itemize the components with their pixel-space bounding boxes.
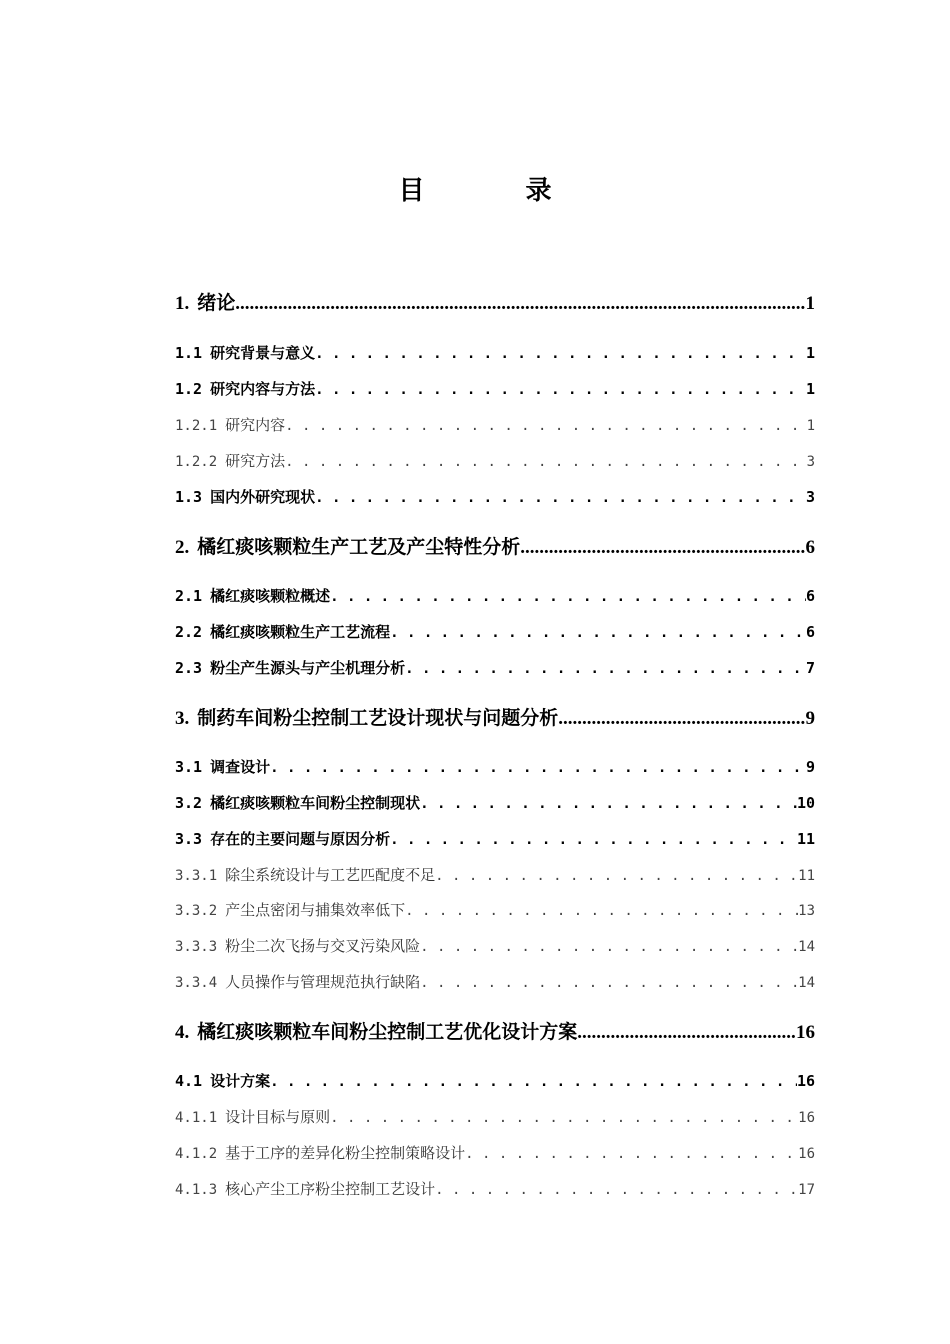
toc-number: 3.3 [175, 830, 203, 848]
toc-title: 调查设计 [210, 758, 271, 776]
toc-title: 研究内容 [225, 416, 286, 434]
toc-entry-1-2-1[interactable] [175, 414, 815, 435]
toc-entry-3-3-2[interactable] [175, 899, 815, 920]
toc-page: 3 [805, 488, 815, 506]
toc-leader [405, 660, 806, 678]
page-title: 目 录 [398, 176, 598, 206]
toc-number: 1.2.2 [175, 454, 218, 470]
toc-entry-3-3[interactable] [175, 828, 815, 849]
toc-page: 11 [798, 868, 815, 884]
toc-leader [558, 708, 805, 730]
toc-entry-1-2[interactable] [175, 378, 815, 399]
toc-title: 产尘点密闭与捕集效率低下 [225, 901, 406, 919]
toc-title: 除尘系统设计与工艺匹配度不足 [225, 866, 436, 884]
toc-entry-4[interactable] [175, 1017, 815, 1044]
toc-leader [420, 975, 798, 992]
toc-entry-3-3-4[interactable] [175, 971, 815, 992]
toc-page: 7 [805, 659, 815, 677]
toc-number: 1.2.1 [175, 418, 218, 434]
toc-entry-3-1[interactable] [175, 756, 815, 777]
toc-leader [390, 831, 797, 849]
toc-page: 14 [798, 939, 815, 955]
toc-number: 3.3.1 [175, 868, 218, 884]
toc-title: 制药车间粉尘控制工艺设计现状与问题分析 [197, 707, 559, 729]
toc-page: 14 [798, 975, 815, 991]
toc-title: 存在的主要问题与原因分析 [210, 830, 391, 848]
toc-entry-2-3[interactable] [175, 657, 815, 678]
toc-title: 粉尘二次飞扬与交叉污染风险 [225, 937, 421, 955]
toc-page: 9 [805, 758, 815, 776]
toc-page: 6 [805, 623, 815, 641]
toc-number: 2. [175, 537, 190, 558]
toc-page: 1 [806, 418, 815, 434]
toc-page: 6 [805, 537, 815, 558]
toc-number: 4.1.2 [175, 1146, 218, 1162]
toc-number: 2.1 [175, 587, 203, 605]
toc-page: 1 [805, 293, 815, 314]
toc-title: 粉尘产生源头与产尘机理分析 [210, 659, 406, 677]
toc-number: 3.3.2 [175, 903, 218, 919]
toc-number: 3.2 [175, 794, 203, 812]
toc-leader [270, 1073, 797, 1091]
toc-leader [390, 624, 806, 642]
toc-entry-3-2[interactable] [175, 792, 815, 813]
toc-entry-2-1[interactable] [175, 585, 815, 606]
toc-entry-3-3-3[interactable] [175, 935, 815, 956]
toc-title: 设计方案 [210, 1072, 271, 1090]
toc-entry-3-3-1[interactable] [175, 864, 815, 885]
toc-entry-1-2-2[interactable] [175, 450, 815, 471]
toc-leader [420, 939, 798, 956]
toc-page: 16 [798, 1146, 815, 1162]
toc-number: 1.3 [175, 488, 203, 506]
toc-number: 3. [175, 708, 190, 729]
toc-page: 1 [805, 380, 815, 398]
toc-number: 1. [175, 293, 190, 314]
toc-number: 4.1 [175, 1072, 203, 1090]
toc-leader [285, 454, 806, 471]
toc-title: 基于工序的差异化粉尘控制策略设计 [225, 1144, 466, 1162]
toc-entry-1-1[interactable] [175, 342, 815, 363]
toc-entry-2[interactable] [175, 532, 815, 559]
toc-title: 国内外研究现状 [210, 488, 316, 506]
toc-number: 4. [175, 1022, 190, 1043]
toc-leader [520, 537, 805, 559]
toc-page: 16 [796, 1022, 815, 1043]
toc-leader [330, 1110, 798, 1127]
toc-title: 人员操作与管理规范执行缺陷 [225, 973, 421, 991]
toc-number: 4.1.1 [175, 1110, 218, 1126]
toc-number: 2.2 [175, 623, 203, 641]
toc-leader [420, 795, 797, 813]
toc-title: 研究背景与意义 [210, 344, 316, 362]
toc-title: 设计目标与原则 [225, 1108, 331, 1126]
toc-title: 绪论 [197, 292, 236, 314]
toc-title: 橘红痰咳颗粒车间粉尘控制工艺优化设计方案 [197, 1021, 578, 1043]
toc-page: 16 [798, 1110, 815, 1126]
toc-page: 3 [806, 454, 815, 470]
toc-entry-2-2[interactable] [175, 621, 815, 642]
toc-leader [465, 1146, 798, 1163]
toc-leader [315, 345, 806, 363]
toc-page: 13 [798, 903, 815, 919]
toc-number: 1.1 [175, 344, 203, 362]
toc-leader [405, 903, 798, 920]
toc-entry-1[interactable] [175, 288, 815, 315]
toc-leader [315, 381, 806, 399]
toc-title: 橘红痰咳颗粒生产工艺及产尘特性分析 [197, 536, 521, 558]
toc-leader [270, 759, 806, 777]
toc-leader [435, 868, 798, 885]
toc-entry-1-3[interactable] [175, 486, 815, 507]
toc-page: 17 [798, 1182, 815, 1198]
toc-entry-4-1-2[interactable] [175, 1142, 815, 1163]
toc-title: 橘红痰咳颗粒概述 [210, 587, 331, 605]
toc-number: 3.3.4 [175, 975, 218, 991]
toc-leader [315, 489, 806, 507]
toc-entry-3[interactable] [175, 703, 815, 730]
toc-page: 6 [805, 587, 815, 605]
toc-leader [285, 418, 806, 435]
toc-entry-4-1[interactable] [175, 1070, 815, 1091]
toc-title: 核心产尘工序粉尘控制工艺设计 [225, 1180, 436, 1198]
toc-leader [435, 1182, 798, 1199]
toc-title: 橘红痰咳颗粒车间粉尘控制现状 [210, 794, 421, 812]
toc-page: 10 [796, 794, 815, 812]
toc-entry-4-1-3[interactable] [175, 1178, 815, 1199]
toc-leader [577, 1022, 796, 1044]
toc-title: 橘红痰咳颗粒生产工艺流程 [210, 623, 391, 641]
toc-number: 2.3 [175, 659, 203, 677]
toc-number: 4.1.3 [175, 1182, 218, 1198]
toc-number: 3.1 [175, 758, 203, 776]
toc-number: 1.2 [175, 380, 203, 398]
toc-number: 3.3.3 [175, 939, 218, 955]
toc-leader [235, 293, 805, 315]
toc-page: 9 [805, 708, 815, 729]
toc-title: 研究内容与方法 [210, 380, 316, 398]
toc-title: 研究方法 [225, 452, 286, 470]
toc-leader [330, 588, 806, 606]
toc-page: 16 [796, 1072, 815, 1090]
toc-page: 1 [805, 344, 815, 362]
toc-entry-4-1-1[interactable] [175, 1106, 815, 1127]
toc-page: 11 [796, 830, 815, 848]
